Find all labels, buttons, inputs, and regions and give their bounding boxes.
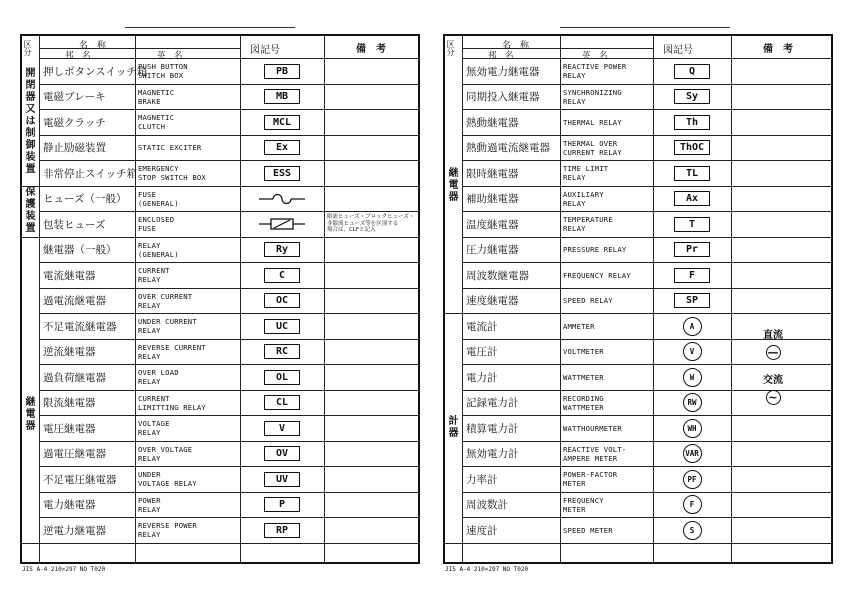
symbol-cell bbox=[653, 110, 731, 135]
symbol-cell bbox=[653, 365, 731, 390]
english-name: ENCLOSED FUSE bbox=[138, 215, 175, 234]
english-name: REACTIVE VOLT- AMPERE METER bbox=[563, 444, 627, 463]
symbol-box: Th bbox=[674, 115, 710, 130]
symbol-box: Sy bbox=[674, 89, 710, 104]
japanese-name: 包装ヒューズ bbox=[43, 218, 106, 231]
symbol-cell bbox=[240, 85, 324, 110]
japanese-name: 限流継電器 bbox=[43, 397, 96, 410]
symbol-circle: S bbox=[683, 521, 702, 540]
legend-ac bbox=[763, 371, 783, 405]
table-row bbox=[462, 211, 831, 237]
japanese-name: 不足電圧継電器 bbox=[43, 473, 117, 486]
table-row bbox=[39, 109, 418, 135]
symbol-box: Pr bbox=[674, 242, 710, 257]
symbol-cell bbox=[240, 416, 324, 441]
japanese-name: 逆電力継電器 bbox=[43, 524, 106, 537]
japanese-name: 非常停止スイッチ箱 bbox=[43, 167, 138, 180]
left-sheet bbox=[20, 34, 420, 564]
english-name: CURRENT RELAY bbox=[138, 266, 170, 285]
enclosed-fuse-symbol-icon bbox=[259, 218, 305, 230]
header-remarks: 備 考 bbox=[356, 44, 386, 55]
table-row bbox=[462, 135, 831, 161]
symbol-cell bbox=[653, 416, 731, 441]
header-english: 英 名 bbox=[157, 51, 183, 61]
table-row bbox=[39, 58, 418, 84]
header-remarks: 備 考 bbox=[763, 44, 793, 55]
japanese-name: 過負荷継電器 bbox=[43, 371, 106, 384]
symbol-box: TL bbox=[674, 166, 710, 181]
japanese-name: 記録電力計 bbox=[466, 397, 519, 410]
japanese-name: 電力計 bbox=[466, 371, 498, 384]
english-name: REVERSE CURRENT RELAY bbox=[138, 342, 206, 361]
remarks-note: 限流ヒューズ・ブロックヒューズ・ 非限流ヒューズ等を区別する 場合は、CLFと記入 bbox=[327, 214, 415, 233]
header-category: 区分 bbox=[23, 40, 32, 56]
table-row bbox=[462, 415, 831, 441]
japanese-name: 限時継電器 bbox=[466, 167, 519, 180]
symbol-cell bbox=[240, 493, 324, 518]
english-name: FREQUENCY RELAY bbox=[563, 270, 631, 280]
table-row bbox=[39, 364, 418, 390]
table-row bbox=[39, 313, 418, 339]
symbol-box: MB bbox=[264, 89, 300, 104]
symbol-box: RP bbox=[264, 523, 300, 538]
symbol-box: Ax bbox=[674, 191, 710, 206]
symbol-circle: A bbox=[683, 317, 702, 336]
symbol-box: SP bbox=[674, 293, 710, 308]
english-name: POWER-FACTOR METER bbox=[563, 470, 618, 489]
english-name: PUSH BUTTON SWITCH BOX bbox=[138, 62, 188, 81]
english-name: STATIC EXCITER bbox=[138, 143, 202, 153]
table-row bbox=[39, 211, 418, 237]
header-name: 名 称 bbox=[502, 41, 530, 51]
symbol-box: UC bbox=[264, 319, 300, 334]
symbol-box: C bbox=[264, 268, 300, 283]
symbol-cell bbox=[653, 263, 731, 288]
table-row bbox=[39, 288, 418, 314]
table-row bbox=[39, 339, 418, 365]
right-footer: JIS A-4 210×297 NO T020 bbox=[445, 566, 529, 573]
category-label: 開 閉 器 又 は 制 御 装 置 bbox=[25, 67, 36, 175]
symbol-cell bbox=[653, 314, 731, 339]
english-name: THERMAL RELAY bbox=[563, 117, 622, 127]
symbol-box: OV bbox=[264, 446, 300, 461]
japanese-name: 逆流継電器 bbox=[43, 346, 96, 359]
table-row bbox=[462, 441, 831, 467]
header-category: 区分 bbox=[446, 40, 455, 56]
japanese-name: 無効電力継電器 bbox=[466, 65, 540, 78]
table-row bbox=[462, 84, 831, 110]
japanese-name: 補助継電器 bbox=[466, 193, 519, 206]
symbol-cell bbox=[240, 442, 324, 467]
header-symbol: 図記号 bbox=[250, 45, 280, 56]
symbol-cell bbox=[240, 238, 324, 263]
table-row bbox=[462, 288, 831, 314]
english-name: SYNCHRONIZING RELAY bbox=[563, 87, 622, 106]
header-japanese: 邦 名 bbox=[65, 51, 91, 61]
english-name: FREQUENCY METER bbox=[563, 495, 604, 514]
table-row bbox=[462, 186, 831, 212]
symbol-cell bbox=[653, 212, 731, 237]
english-name: UNDER VOLTAGE RELAY bbox=[138, 470, 197, 489]
category-label: 計 器 bbox=[448, 415, 459, 439]
table-row bbox=[462, 237, 831, 263]
japanese-name: 電力継電器 bbox=[43, 499, 96, 512]
japanese-name: 電流継電器 bbox=[43, 269, 96, 282]
symbol-cell bbox=[240, 212, 324, 237]
fuse-symbol-icon bbox=[259, 193, 305, 205]
category-divider bbox=[22, 237, 39, 238]
symbol-cell bbox=[240, 263, 324, 288]
symbol-cell bbox=[240, 365, 324, 390]
symbol-box: MCL bbox=[264, 115, 300, 130]
symbol-circle: VAR bbox=[683, 444, 702, 463]
symbol-cell bbox=[653, 467, 731, 492]
symbol-cell bbox=[653, 493, 731, 518]
symbol-box: Ry bbox=[264, 242, 300, 257]
table-row bbox=[39, 466, 418, 492]
symbol-cell bbox=[240, 136, 324, 161]
category-label: 継 電 器 bbox=[448, 167, 459, 203]
symbol-cell bbox=[653, 85, 731, 110]
english-name: CURRENT LIMITTING RELAY bbox=[138, 393, 206, 412]
english-name: EMERGENCY STOP SWITCH BOX bbox=[138, 164, 206, 183]
table-row bbox=[39, 415, 418, 441]
header-japanese: 邦 名 bbox=[488, 51, 514, 61]
left-footer: JIS A-4 210×297 NO T020 bbox=[22, 566, 106, 573]
symbol-cell bbox=[240, 467, 324, 492]
symbol-box: T bbox=[674, 217, 710, 232]
category-divider bbox=[445, 313, 462, 314]
japanese-name: 温度継電器 bbox=[466, 218, 519, 231]
english-name: VOLTMETER bbox=[563, 347, 604, 357]
symbol-cell bbox=[653, 391, 731, 416]
japanese-name: 継電器（一般） bbox=[43, 244, 117, 257]
english-name: RECORDING WATTMETER bbox=[563, 393, 604, 412]
symbol-box: ESS bbox=[264, 166, 300, 181]
japanese-name: 熱動過電流継電器 bbox=[466, 142, 550, 155]
symbol-cell bbox=[653, 340, 731, 365]
japanese-name: 過電流継電器 bbox=[43, 295, 106, 308]
table-row bbox=[462, 262, 831, 288]
english-name: MAGNETIC CLUTCH bbox=[138, 113, 175, 132]
english-name: OVER VOLTAGE RELAY bbox=[138, 444, 193, 463]
english-name: TEMPERATURE RELAY bbox=[563, 215, 613, 234]
japanese-name: 圧力継電器 bbox=[466, 244, 519, 257]
symbol-cell bbox=[653, 59, 731, 84]
symbol-cell bbox=[653, 238, 731, 263]
header-symbol: 図記号 bbox=[663, 45, 693, 56]
table-row bbox=[462, 492, 831, 518]
japanese-name: 無効電力計 bbox=[466, 448, 519, 461]
japanese-name: 電流計 bbox=[466, 320, 498, 333]
japanese-name: 周波数継電器 bbox=[466, 269, 529, 282]
english-name: OVER LOAD RELAY bbox=[138, 368, 179, 387]
category-divider bbox=[22, 186, 39, 187]
japanese-name: 電磁クラッチ bbox=[43, 116, 106, 129]
english-name: MAGNETIC BRAKE bbox=[138, 87, 175, 106]
symbol-cell bbox=[240, 314, 324, 339]
english-name: SPEED METER bbox=[563, 525, 613, 535]
table-row bbox=[462, 160, 831, 186]
ac-symbol-icon: ∼ bbox=[766, 390, 781, 405]
english-name: RELAY (GENERAL) bbox=[138, 240, 179, 259]
symbol-circle: PF bbox=[683, 470, 702, 489]
symbol-cell bbox=[653, 518, 731, 543]
category-label: 継 電 器 bbox=[25, 397, 36, 432]
symbol-circle: F bbox=[683, 495, 702, 514]
table-row bbox=[39, 84, 418, 110]
symbol-cell bbox=[653, 161, 731, 186]
table-row bbox=[462, 58, 831, 84]
symbol-box: RC bbox=[264, 344, 300, 359]
japanese-name: 押しボタンスイッチ箱 bbox=[43, 65, 148, 78]
japanese-name: 不足電流継電器 bbox=[43, 320, 117, 333]
table-row bbox=[39, 262, 418, 288]
japanese-name: 周波数計 bbox=[466, 499, 508, 512]
japanese-name: 積算電力計 bbox=[466, 422, 519, 435]
legend-label: 交流 bbox=[763, 375, 783, 386]
header-name: 名 称 bbox=[79, 41, 107, 51]
english-name: FUSE (GENERAL) bbox=[138, 189, 179, 208]
table-row bbox=[39, 160, 418, 186]
symbol-circle: RW bbox=[683, 393, 702, 412]
symbol-cell bbox=[240, 391, 324, 416]
english-name: REVERSE POWER RELAY bbox=[138, 521, 197, 540]
symbol-box: Q bbox=[674, 64, 710, 79]
english-name: PRESSURE RELAY bbox=[563, 245, 627, 255]
legend-label: 直流 bbox=[763, 330, 783, 341]
english-name: AUXILIARY RELAY bbox=[563, 189, 604, 208]
english-name: AMMETER bbox=[563, 321, 595, 331]
japanese-name: ヒューズ（一般） bbox=[43, 193, 127, 206]
symbol-box: F bbox=[674, 268, 710, 283]
english-name: TIME LIMIT RELAY bbox=[563, 164, 609, 183]
symbol-cell bbox=[240, 289, 324, 314]
table-row bbox=[462, 517, 831, 543]
table-row bbox=[462, 109, 831, 135]
japanese-name: 熱動継電器 bbox=[466, 116, 519, 129]
japanese-name: 過電圧継電器 bbox=[43, 448, 106, 461]
english-name: UNDER CURRENT RELAY bbox=[138, 317, 197, 336]
japanese-name: 速度継電器 bbox=[466, 295, 519, 308]
symbol-box: ThOC bbox=[674, 140, 710, 155]
symbol-box: OC bbox=[264, 293, 300, 308]
table-row bbox=[39, 135, 418, 161]
right-sheet bbox=[443, 34, 833, 564]
english-name: WATTHOURMETER bbox=[563, 423, 622, 433]
symbol-box: UV bbox=[264, 472, 300, 487]
symbol-cell bbox=[653, 442, 731, 467]
english-name: SPEED RELAY bbox=[563, 296, 613, 306]
english-name: REACTIVE POWER RELAY bbox=[563, 62, 627, 81]
symbol-box: Ex bbox=[264, 140, 300, 155]
symbol-box: PB bbox=[264, 64, 300, 79]
english-name: POWER RELAY bbox=[138, 495, 161, 514]
japanese-name: 力率計 bbox=[466, 473, 498, 486]
japanese-name: 同期投入継電器 bbox=[466, 91, 540, 104]
symbol-box: OL bbox=[264, 370, 300, 385]
category-label: 保 護 装 置 bbox=[25, 187, 36, 234]
japanese-name: 電圧計 bbox=[466, 346, 498, 359]
english-name: OVER CURRENT RELAY bbox=[138, 291, 193, 310]
table-end-line bbox=[445, 543, 831, 544]
table-row bbox=[39, 390, 418, 416]
symbol-cell bbox=[240, 340, 324, 365]
english-name: THERMAL OVER CURRENT RELAY bbox=[563, 138, 622, 157]
legend-dc bbox=[763, 326, 783, 360]
table-end-line bbox=[22, 543, 418, 544]
symbol-cell bbox=[240, 161, 324, 186]
symbol-box: P bbox=[264, 497, 300, 512]
symbol-cell bbox=[653, 136, 731, 161]
table-row bbox=[39, 237, 418, 263]
symbol-cell bbox=[240, 187, 324, 212]
symbol-circle: V bbox=[683, 342, 702, 361]
english-name: WATTMETER bbox=[563, 372, 604, 382]
symbol-cell bbox=[653, 289, 731, 314]
dc-symbol-icon: — bbox=[767, 346, 779, 359]
table-row bbox=[39, 492, 418, 518]
table-row bbox=[39, 186, 418, 212]
symbol-box: V bbox=[264, 421, 300, 436]
table-row bbox=[39, 517, 418, 543]
japanese-name: 静止励磁装置 bbox=[43, 142, 106, 155]
japanese-name: 電圧継電器 bbox=[43, 422, 96, 435]
symbol-cell bbox=[240, 59, 324, 84]
table-row bbox=[462, 466, 831, 492]
symbol-cell bbox=[653, 187, 731, 212]
symbol-box: CL bbox=[264, 395, 300, 410]
header-english: 英 名 bbox=[582, 51, 608, 61]
english-name: VOLTAGE RELAY bbox=[138, 419, 170, 438]
symbol-cell bbox=[240, 110, 324, 135]
symbol-circle: WH bbox=[683, 419, 702, 438]
table-row bbox=[39, 441, 418, 467]
japanese-name: 速度計 bbox=[466, 524, 498, 537]
symbol-circle: W bbox=[683, 368, 702, 387]
japanese-name: 電磁ブレーキ bbox=[43, 91, 106, 104]
symbol-cell bbox=[240, 518, 324, 543]
